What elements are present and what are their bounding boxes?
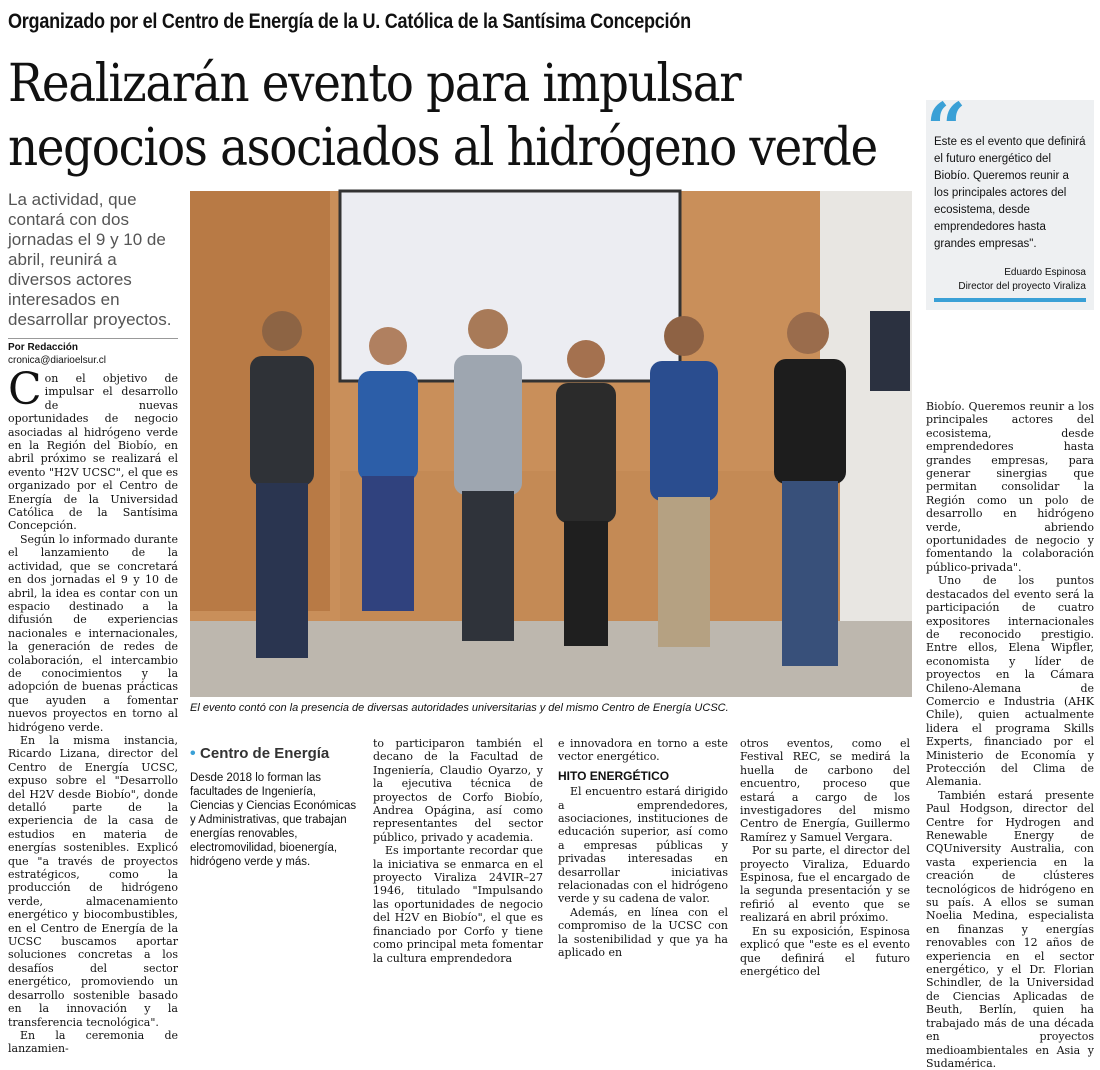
bullet-icon: • xyxy=(190,745,201,762)
quote-attribution xyxy=(958,266,1086,294)
headline-line-1: Realizarán evento para impulsar xyxy=(8,54,741,114)
paragraph: En la misma instancia, Ricardo Lizana, director del Centro de Energía UCSC, expuso sobre el "Desarrollo del H2V desde Biobío", donde detalló parte de la experiencia de la casa de estudios en materia de energías sostenibles. Explicó que "a través de proyectos estratégicos, como la producción de hidrógeno verde, almacenamiento energético y biocombustibles, en el Centro de Energía de la UCSC buscamos aportar soluciones concretas a los desafíos del sector energético, promoviendo un desarrollo sostenible basado en la innovación y la transferencia tecnológica". xyxy=(8,733,178,1029)
paragraph: En la ceremonia de lanzamien- xyxy=(8,1028,178,1056)
paragraph: El encuentro estará dirigido a emprendedores, asociaciones, instituciones de educación superior, así como a empresas públicas y privadas interesadas en desarrollar iniciativas relacionadas con el hidrógeno verde y su cadena de valor. xyxy=(558,785,728,906)
headline-line-2: negocios asociados al hidrógeno verde xyxy=(8,118,877,178)
paragraph: e innovadora en torno a este vector energético. xyxy=(558,737,728,764)
lede: La actividad, que contará con dos jornadas el 9 y 10 de abril, reunirá a diversos actores interesados en desarrollar proyectos. xyxy=(8,190,172,329)
paragraph: Según lo informado durante el lanzamiento de la actividad, que se concretará en dos jornadas el 9 y 10 de abril, la idea es contar con un espacio destinado a la difusión de experiencias nacionales e internacionales, la generación de redes de colaboración, el intercambio de conocimientos y la adopción de buenas prácticas que ayuden a fomentar nuevos proyectos en torno al hidrógeno verde. xyxy=(8,532,178,734)
sidebar-text: Desde 2018 lo forman las facultades de Ingeniería, Ciencias y Ciencias Económicas y Administrativas, que trabajan energías renovables, electromovilidad, bioenergía, hidrógeno verde y más. xyxy=(190,772,357,868)
byline-label: Por Redacción xyxy=(8,342,79,353)
quote-marks-icon: “ xyxy=(926,87,967,170)
person-5 xyxy=(650,316,718,647)
person-3 xyxy=(454,309,522,641)
paragraph: Además, en línea con el compromiso de la UCSC con la sostenibilidad y que ya ha aplicado en xyxy=(558,905,728,960)
person-4 xyxy=(556,340,616,646)
quote-accent-bar xyxy=(934,298,1086,302)
paragraph: Es importante recordar que la iniciativa se enmarca en el proyecto Viraliza 24VIR–27 1946, titulado "Impulsando las oportunidades de negocio del H2V en Biobío", el que es financiado por Corfo y tiene como principal meta fomentar la cultura emprendedora xyxy=(373,844,543,965)
paragraph: En su exposición, Espinosa explicó que "este es el evento que definirá el futuro energético del xyxy=(740,924,910,978)
paragraph: Biobío. Queremos reunir a los principales actores del ecosistema, desde emprendedores hasta grandes empresas, para generar sinergias que permitan consolidar la Región como un polo de desarrollo en hidrógeno verde, abriendo oportunidades de negocio y fomentando la colaboración público-privada". xyxy=(926,400,1094,574)
byline xyxy=(8,338,178,367)
person-6 xyxy=(774,312,846,666)
quote-role: Director del proyecto Viraliza xyxy=(958,281,1086,292)
byline-email: cronica@diarioelsur.cl xyxy=(8,355,106,366)
quote-text: Este es el evento que definirá el futuro energético del Biobío. Queremos reunir a los principales actores del ecosistema, desde emprendedores hasta grandes empresas". xyxy=(934,136,1086,250)
body-column-5 xyxy=(926,400,1094,1070)
kicker: Organizado por el Centro de Energía de la U. Católica de la Santísima Concepción xyxy=(8,10,691,33)
paragraph: También estará presente Paul Hodgson, director del Centre for Hydrogen and Renewable Energy de CQUniversity Australia, con vasta experiencia en la creación de clústeres tecnológicos de hidrógeno en su país. A ellos se suman Noelia Medina, especialista en finanzas y energías renovables con 12 años de experiencia en el sector energético, y el Dr. Florian Schindler, de la Universidad de Ciencias Aplicadas de Beuth, Berlín, quien ha trabajado más de una década en proyectos medioambientales en Asia y Sudamérica. xyxy=(926,788,1094,1070)
sidebar-box xyxy=(190,737,358,937)
dropcap: C xyxy=(8,364,42,415)
body-column-4 xyxy=(740,737,910,978)
pull-quote xyxy=(926,87,1094,310)
paragraph: to participaron también el decano de la Facultad de Ingeniería, Claudio Oyarzo, y la ejecutiva técnica de proyectos de Corfo Biobío, Andrea Opágina, así como representantes del sector público, privado y academia. xyxy=(373,737,543,844)
paragraph: otros eventos, como el Festival REC, se medirá la huella de carbono del encuentro, proceso que estará a cargo de los investigadores del mismo Centro de Energía, Guillermo Ramírez y Samuel Vergara. xyxy=(740,737,910,844)
event-photo xyxy=(190,191,912,697)
body-column-1 xyxy=(8,364,178,1056)
quote-author: Eduardo Espinosa xyxy=(1004,267,1086,278)
paragraph: Por su parte, el director del proyecto Viraliza, Eduardo Espinosa, fue el encargado de la segunda presentación y se refirió al evento que se realizará en abril próximo. xyxy=(740,844,910,925)
paragraph: on el objetivo de impulsar el desarrollo de nuevas oportunidades de negocio asociadas al hidrógeno verde en la Región del Biobío, en abril próximo se realizará el evento "H2V UCSC", el que es organizado por el Centro de Energía de la Universidad Católica de la Santísima Concepción. xyxy=(8,372,178,533)
body-column-3 xyxy=(558,737,728,960)
headline xyxy=(8,52,877,180)
photo-caption: El evento contó con la presencia de diversas autoridades universitarias y del mismo Centro de Energía UCSC. xyxy=(190,702,729,714)
person-1 xyxy=(250,311,314,658)
subheading: HITO ENERGÉTICO xyxy=(558,768,670,783)
paragraph: Uno de los puntos destacados del evento será la participación de cuatro expositores internacionales de reconocido prestigio. Entre ellos, Elena Wipfler, economista y líder de proyectos en la Cámara Chileno-Alemana de Comercio e Industria (AHK Chile), quien actualmente lidera el programa Skills Experts, financiado por el Ministerio de Economía y Protección del Clima de Alemania. xyxy=(926,574,1094,789)
body-column-2 xyxy=(373,737,543,965)
group-photo-image xyxy=(190,191,912,697)
sidebar-title: • Centro de Energía xyxy=(190,745,330,762)
